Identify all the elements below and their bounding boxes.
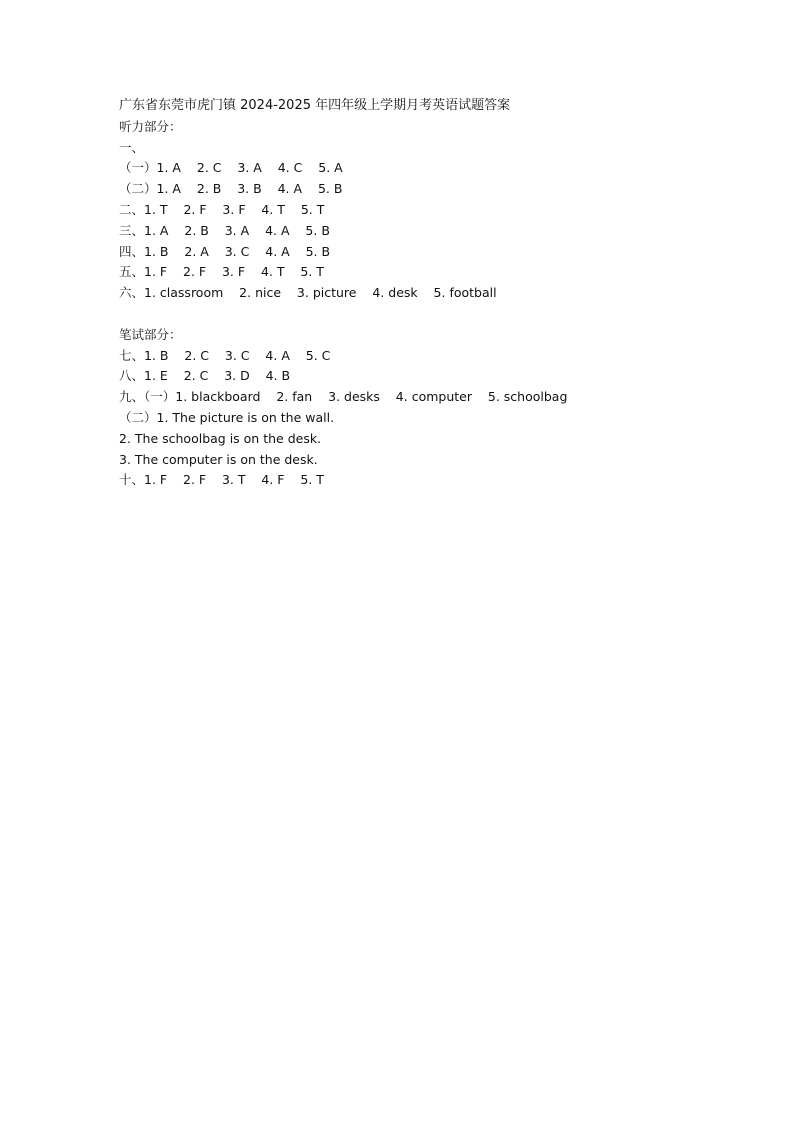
answers: 1. A 2. B 3. B 4. A 5. B <box>156 181 343 197</box>
section-gap <box>119 304 679 325</box>
answer-line <box>119 221 679 242</box>
answers: 1. classroom 2. nice 3. picture 4. desk 5. football <box>144 285 497 301</box>
answer-key-body <box>119 96 679 491</box>
answer-line <box>119 346 679 367</box>
answers: 1. E 2. C 3. D 4. B <box>144 368 291 384</box>
answer-line <box>119 262 679 283</box>
answer-line <box>119 450 679 471</box>
question-number: 四、 <box>119 243 145 259</box>
answer-line <box>119 283 679 304</box>
question-number: 三、 <box>119 222 145 238</box>
question-number: 二、 <box>119 201 145 217</box>
listening-section-header: 听力部分： <box>119 118 182 134</box>
question-number: 一、 <box>119 139 145 155</box>
question-number: （一） <box>119 160 157 176</box>
answer-line <box>119 366 679 387</box>
question-number: 九、（一） <box>119 389 176 405</box>
writing-section-header: 笔试部分： <box>119 326 182 342</box>
answer-line <box>119 138 679 159</box>
answer-line <box>119 158 679 179</box>
answers: 1. The picture is on the wall. <box>156 409 335 425</box>
answer-line <box>119 242 679 263</box>
answer-line <box>119 429 679 450</box>
answers: 2. The schoolbag is on the desk. <box>119 430 322 446</box>
question-number: 五、 <box>119 264 145 280</box>
answer-line <box>119 408 679 429</box>
answer-line <box>119 387 679 408</box>
answer-line <box>119 200 679 221</box>
answers: 1. A 2. B 3. A 4. A 5. B <box>144 222 330 238</box>
question-number: 十、 <box>119 472 145 488</box>
answers: 1. A 2. C 3. A 4. C 5. A <box>156 160 343 176</box>
answer-line <box>119 470 679 491</box>
document-title: 广东省东莞市虎门镇 2024-2025 年四年级上学期月考英语试题答案 <box>119 98 511 113</box>
question-number: （二） <box>119 409 157 425</box>
answers: 1. F 2. F 3. F 4. T 5. T <box>144 264 324 280</box>
answers: 1. B 2. C 3. C 4. A 5. C <box>144 347 331 363</box>
answer-line <box>119 179 679 200</box>
answers: 1. F 2. F 3. T 4. F 5. T <box>144 472 324 488</box>
question-number: （二） <box>119 181 157 197</box>
answers: 3. The computer is on the desk. <box>119 451 318 467</box>
question-number: 六、 <box>119 285 145 301</box>
question-number: 八、 <box>119 368 145 384</box>
question-number: 七、 <box>119 347 145 363</box>
answers: 1. T 2. F 3. F 4. T 5. T <box>144 201 325 217</box>
answers: 1. blackboard 2. fan 3. desks 4. computer 5. schoolbag <box>175 389 568 405</box>
answers: 1. B 2. A 3. C 4. A 5. B <box>144 243 331 259</box>
